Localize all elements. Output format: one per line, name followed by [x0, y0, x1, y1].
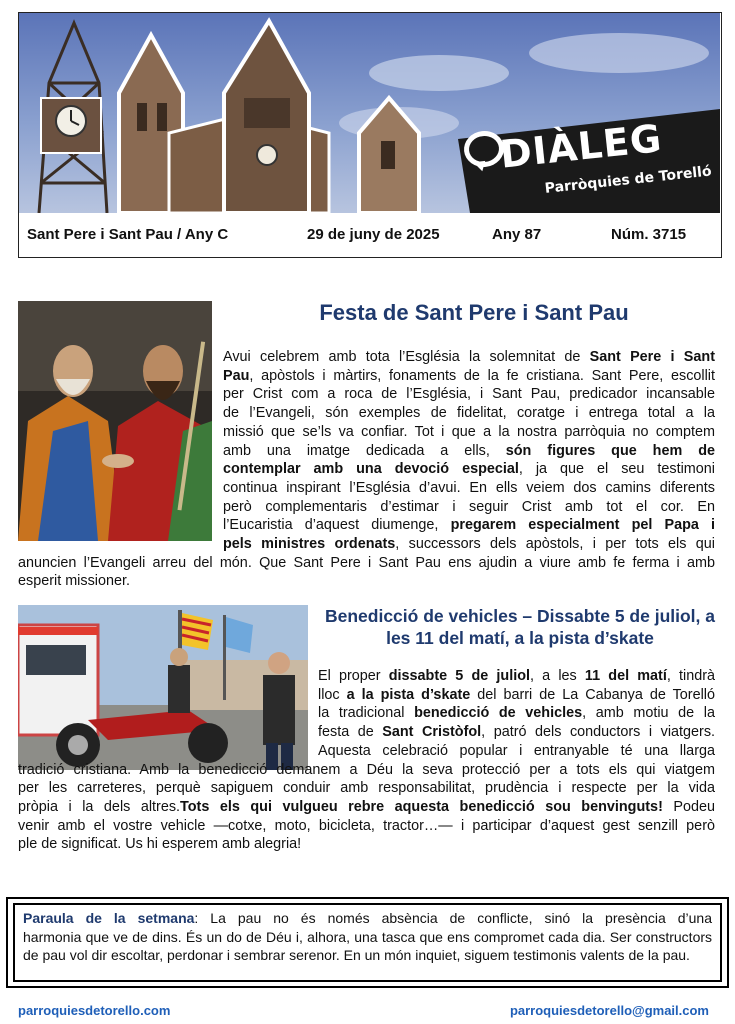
text-line: festa de Sant Cristòfol, patró dels conductors i viatgers.	[318, 724, 716, 741]
issue-number: Núm. 3715	[611, 226, 687, 243]
word-of-the-week-box	[6, 897, 729, 988]
text-line: venir amb el vostre vehicle —cotxe, moto, bicicleta, tractor…— i participar d’aquest gest senzill però	[18, 817, 715, 834]
article1-title: Festa de Sant Pere i Sant Pau	[319, 300, 629, 325]
issue-year: Any 87	[492, 226, 542, 243]
footer-website-link[interactable]: parroquiesdetorello.com	[18, 1003, 171, 1018]
text-line: ple de significat. Us hi esperem amb alegria!	[18, 836, 302, 853]
dialeg-logo	[458, 109, 720, 213]
text-line: constructors de pau vol dir escoltar, perdonar i sembrar serenor. En un món inquiet, siguem	[23, 928, 713, 963]
masthead	[18, 12, 722, 258]
text-line: Paraula de la setmana: La pau no és només absència de conflicte, sinó la presència d’una	[23, 910, 712, 926]
logo-subtitle: Parròquies de Torelló	[544, 163, 713, 197]
text-line: pròpia i la dels altres.Tots els qui vulgueu rebre aquesta benedicció sou benvinguts! Podeu	[18, 798, 715, 815]
text-line: contemplar amb una devoció especial, ja que el seu testimoni	[223, 461, 716, 478]
text-line: de l’Evangeli, són exemples de fidelitat, coratge i entrega total a la	[223, 405, 715, 422]
saints-painting-image	[18, 301, 212, 541]
header-banner	[19, 13, 720, 213]
text-line: anuncien l’Evangeli arreu del món. Que Sant Pere i Sant Pau ens ajudin a viure amb fe ferma i amb	[18, 554, 715, 571]
issue-date: 29 de juny de 2025	[307, 226, 440, 243]
text-line: missió que se’ls va confiar. Tot i que a la nostra parròquia no comptem	[223, 423, 715, 440]
text-line: Pau, apòstols i màrtirs, fonaments de la fe cristiana. Sant Pere, escollit	[223, 367, 715, 384]
text-line: però complementaris d’estimar i seguir Crist amb tot el cor. En	[223, 498, 715, 515]
word-of-the-week-content	[13, 903, 722, 982]
text-line: esperit missioner.	[18, 573, 130, 590]
text-line: El proper dissabte 5 de juliol, a les 11 del matí, tindrà	[318, 668, 716, 684]
text-line: per Crist com a roca de l’Església, i Sant Pau, predicador incansable	[223, 386, 715, 403]
text-line: lloc a la pista d’skate del barri de La Cabanya de Torelló	[318, 686, 715, 703]
article1-body	[223, 348, 715, 554]
text-line: continua inspirant l’Església d’avui. En ells veiem dos camins diferents	[223, 479, 715, 496]
article2-title: Benedicció de vehicles – Dissabte 5 de juliol, a les 11 del matí, a la pista d’skate	[324, 606, 716, 648]
article1-body-continued	[18, 554, 715, 591]
text-line: Avui celebrem amb tota l’Església la solemnitat de Sant Pere i Sant	[223, 349, 715, 365]
article2-body-continued	[18, 761, 715, 855]
logo-title: DIÀLEG	[498, 116, 665, 177]
text-line: harmonia que ve de dins. És un do de Déu i, alhora, una tasca que ens compromet cada dia. Ser	[23, 928, 632, 945]
text-line: Aquesta celebració popular i entranyable té una llarga	[318, 742, 715, 759]
text-line: per les carreteres, perquè sapiguem conduir amb responsabilitat, prudència i respecte per la vida	[18, 780, 715, 797]
footer-email-link[interactable]: parroquiesdetorello@gmail.com	[509, 1003, 709, 1018]
text-line: tradició cristiana. Amb la benedicció demanem a Déu la seva protecció per a tots els qui viatgem	[18, 761, 715, 778]
vehicle-blessing-photo	[18, 605, 308, 770]
article2-body	[318, 667, 715, 761]
text-line: amb una imatge dedicada a ells, són figures que hem de	[223, 442, 715, 459]
text-line: l’Eucaristia d’aquest diumenge, pregarem especialment pel Papa i	[223, 517, 716, 534]
text-line: la tradicional benedicció de vehicles, amb motiu de la	[318, 705, 715, 722]
parishes-label: Sant Pere i Sant Pau / Any C	[27, 226, 229, 243]
issue-info-row	[19, 213, 720, 257]
word-of-the-week-title: Paraula de la setmana	[23, 910, 195, 926]
text-line: testimonis valents de la pau.	[513, 947, 690, 963]
text-line: pels ministres ordenats, successors dels apòstols, i per tots els qui	[223, 536, 715, 553]
